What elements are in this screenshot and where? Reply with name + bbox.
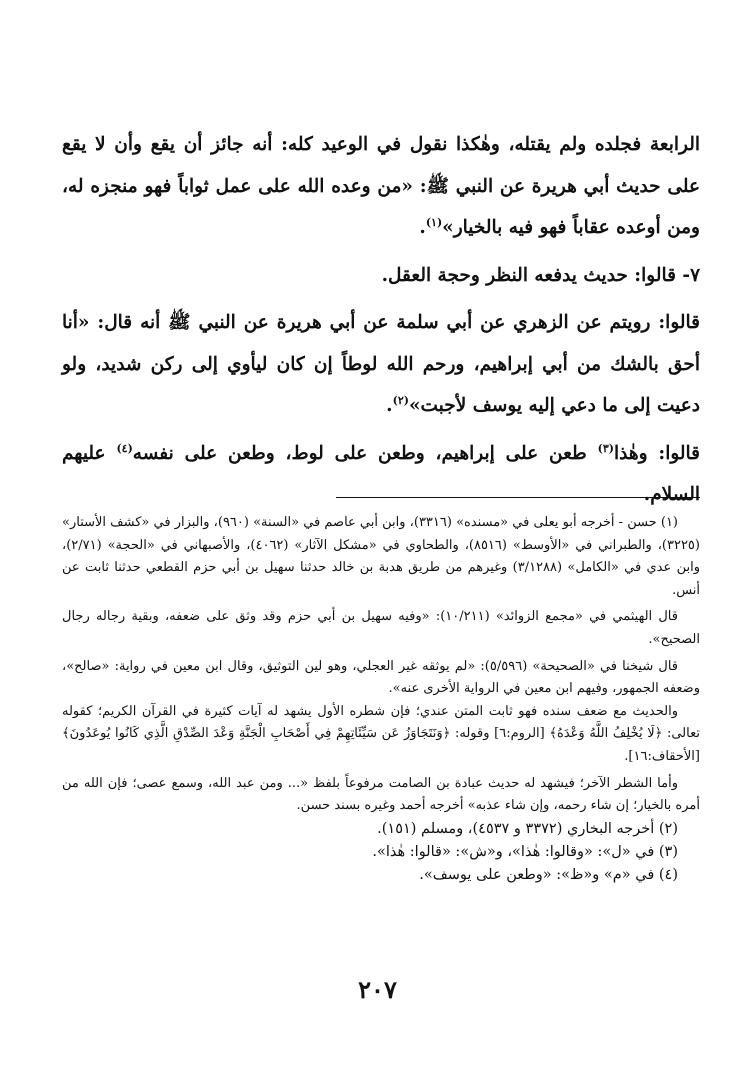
footnote-1-paragraph: قال الهيثمي في «مجمع الزوائد» (١٠/٢١١): «وفيه سهيل بن أبي حزم وقد وثق على ضعفه، وبقية رجاله رجال الصحيح».: [62, 609, 700, 647]
paragraph-punctuation: .: [386, 395, 393, 416]
footnote-ref: (٢): [392, 394, 409, 407]
paragraph-text: الرابعة فجلده ولم يقتله، وهٰكذا نقول في الوعيد كله: أنه جائز أن يقع وأن لا يقع على حديث أبي هريرة عن النبي ﷺ: «من وعده الله على عمل ثواباً فهو منجزه له، ومن أوعده عقاباً فهو فيه بالخيار»: [62, 134, 700, 238]
main-text: [62, 124, 700, 516]
footnote-4: (٤) في «م» و«ظ»: «وطعن على يوسف».: [419, 866, 678, 883]
footnote-divider: [336, 497, 700, 498]
footnote-1: (١) حسن - أخرجه أبو يعلى في «مسنده» (٣٣١٦)، وابن أبي عاصم في «السنة» (٩٦٠)، والبزار في «كشف الأستار» (٣٢٢٥)، والطبراني في «الأوسط» (٨٥١٦)، والطحاوي في «مشكل الآثار» (٤٠٦٢)، والأصبهاني في «الحجة» (٢/٧١)، وابن عدي في «الكامل» (٣/١٢٨٨) وغيرهم من طريق هدبة بن خالد حدثنا سهيل بن أبي حزم القطعي حدثنا ثابت عن أنس.: [62, 515, 700, 598]
main-paragraph: [62, 124, 700, 249]
paragraph-text: طعن على إبراهيم، وطعن على لوط، وطعن على نفسه: [132, 442, 598, 464]
paragraph-text: قالوا: رويتم عن الزهري عن أبي سلمة عن أبي هريرة عن النبي ﷺ أنه قال: «أنا أحق بالشك من أبي إبراهيم، ورحم الله لوطاً إن كان ليأوي إلى ركن شديد، ولو دعيت إلى ما دعي إليه يوسف لأجبت»: [62, 312, 700, 416]
page-number: ٢٠٧: [358, 975, 397, 1004]
footnote-3: (٣) في «ل»: «وقالوا: هٰذا»، و«ش»: «قالوا: هٰذا».: [372, 843, 678, 860]
footnote-2: (٢) أخرجه البخاري (٣٣٧٢ و ٤٥٣٧)، ومسلم (١٥١).: [377, 820, 678, 837]
paragraph-text: قالوا: وهٰذا: [613, 442, 701, 464]
main-paragraph: [62, 302, 700, 427]
numbered-objection: ٧- قالوا: حديث يدفعه النظر وحجة العقل.: [381, 264, 700, 286]
paragraph-text: عليهم السلام.: [62, 442, 700, 505]
footnotes: [62, 512, 700, 887]
footnote-1-paragraph: قال شيخنا في «الصحيحة» (٥/٥٩٦): «لم يوثقه غير العجلي، وهو لين التوثيق، وقال ابن معين في رواية: «صالح»، وضعفه الجمهور، وفيهم ابن معين في الرواية الأخرى عنه».: [62, 658, 700, 697]
main-paragraph: [62, 433, 700, 516]
footnote-1-paragraph: والحديث مع ضعف سنده فهو ثابت المتن عندي؛ فإن شطره الأول يشهد له آيات كثيرة في القرآن الكريم؛ كقوله تعالى: ﴿لَا يُخْلِفُ اللَّهُ وَعْدَهُ﴾ [الروم:٦] وقوله: ﴿وَنَتَجَاوَزُ عَن سَيِّئَاتِهِمْ فِي أَصْحَابِ الْجَنَّةِ وَعْدَ الصِّدْقِ الَّذِي كَانُوا يُوعَدُونَ﴾ [الأحقاف:١٦].: [62, 703, 700, 764]
footnote-ref: (٣): [597, 441, 614, 455]
footnote-ref: (٤): [116, 441, 133, 455]
footnote-ref: (١): [425, 216, 443, 229]
footnote-1-paragraph: وأما الشطر الآخر؛ فيشهد له حديث عبادة بن الصامت مرفوعاً بلفظ «... ومن عبد الله، وسمع عصى؛ فإن الله من أمره بالخيار؛ إن شاء رحمه، وإن شاء عذبه» أخرجه أحمد وغيره بسند حسن.: [62, 775, 700, 814]
paragraph-punctuation: .: [419, 217, 426, 238]
